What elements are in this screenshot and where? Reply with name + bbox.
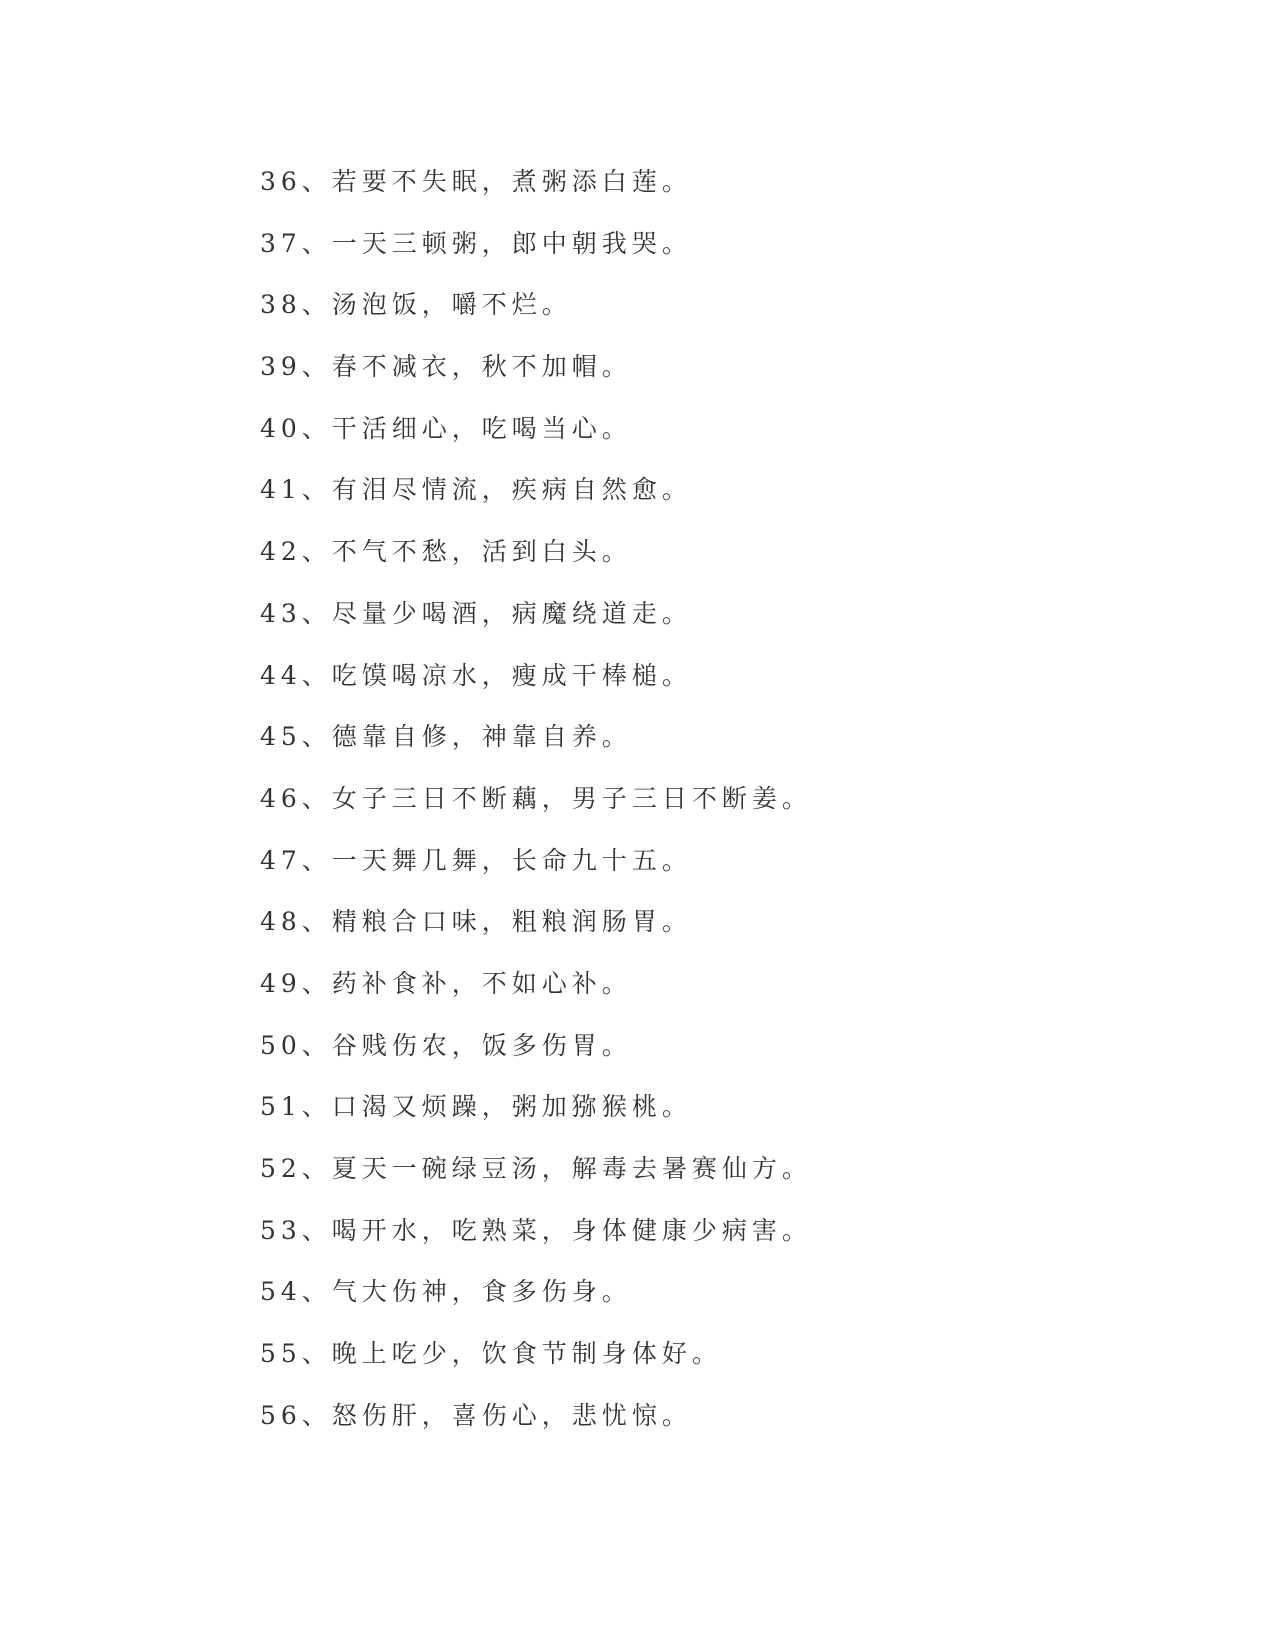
list-item: 38、汤泡饭，嚼不烂。 [260, 290, 572, 320]
list-item: 49、药补食补，不如心补。 [260, 968, 632, 998]
list-item: 50、谷贱伤农，饭多伤胃。 [260, 1030, 632, 1060]
list-item: 53、喝开水，吃熟菜，身体健康少病害。 [260, 1215, 812, 1245]
list-item: 41、有泪尽情流，疾病自然愈。 [260, 475, 692, 505]
list-item: 42、不气不愁，活到白头。 [260, 537, 632, 567]
list-item: 47、一天舞几舞，长命九十五。 [260, 845, 692, 875]
list-item: 43、尽量少喝酒，病魔绕道走。 [260, 598, 692, 628]
list-item: 48、精粮合口味，粗粮润肠胃。 [260, 907, 692, 937]
list-item: 44、吃馍喝凉水，瘦成干棒槌。 [260, 660, 692, 690]
list-item: 54、气大伤神，食多伤身。 [260, 1277, 632, 1307]
proverb-list [260, 164, 812, 1459]
list-item: 51、口渴又烦躁，粥加猕猴桃。 [260, 1092, 692, 1122]
list-item: 55、晚上吃少，饮食节制身体好。 [260, 1339, 722, 1369]
list-item: 52、夏天一碗绿豆汤，解毒去暑赛仙方。 [260, 1154, 812, 1183]
list-item: 46、女子三日不断藕，男子三日不断姜。 [260, 783, 812, 813]
list-item: 36、若要不失眠，煮粥添白莲。 [260, 167, 692, 196]
list-item: 37、一天三顿粥，郎中朝我哭。 [260, 228, 692, 258]
list-item: 40、干活细心，吃喝当心。 [260, 413, 632, 443]
list-item: 56、怒伤肝，喜伤心，悲忧惊。 [260, 1400, 692, 1430]
list-item: 39、春不减衣，秋不加帽。 [260, 352, 632, 382]
list-item: 45、德靠自修，神靠自养。 [260, 722, 632, 752]
